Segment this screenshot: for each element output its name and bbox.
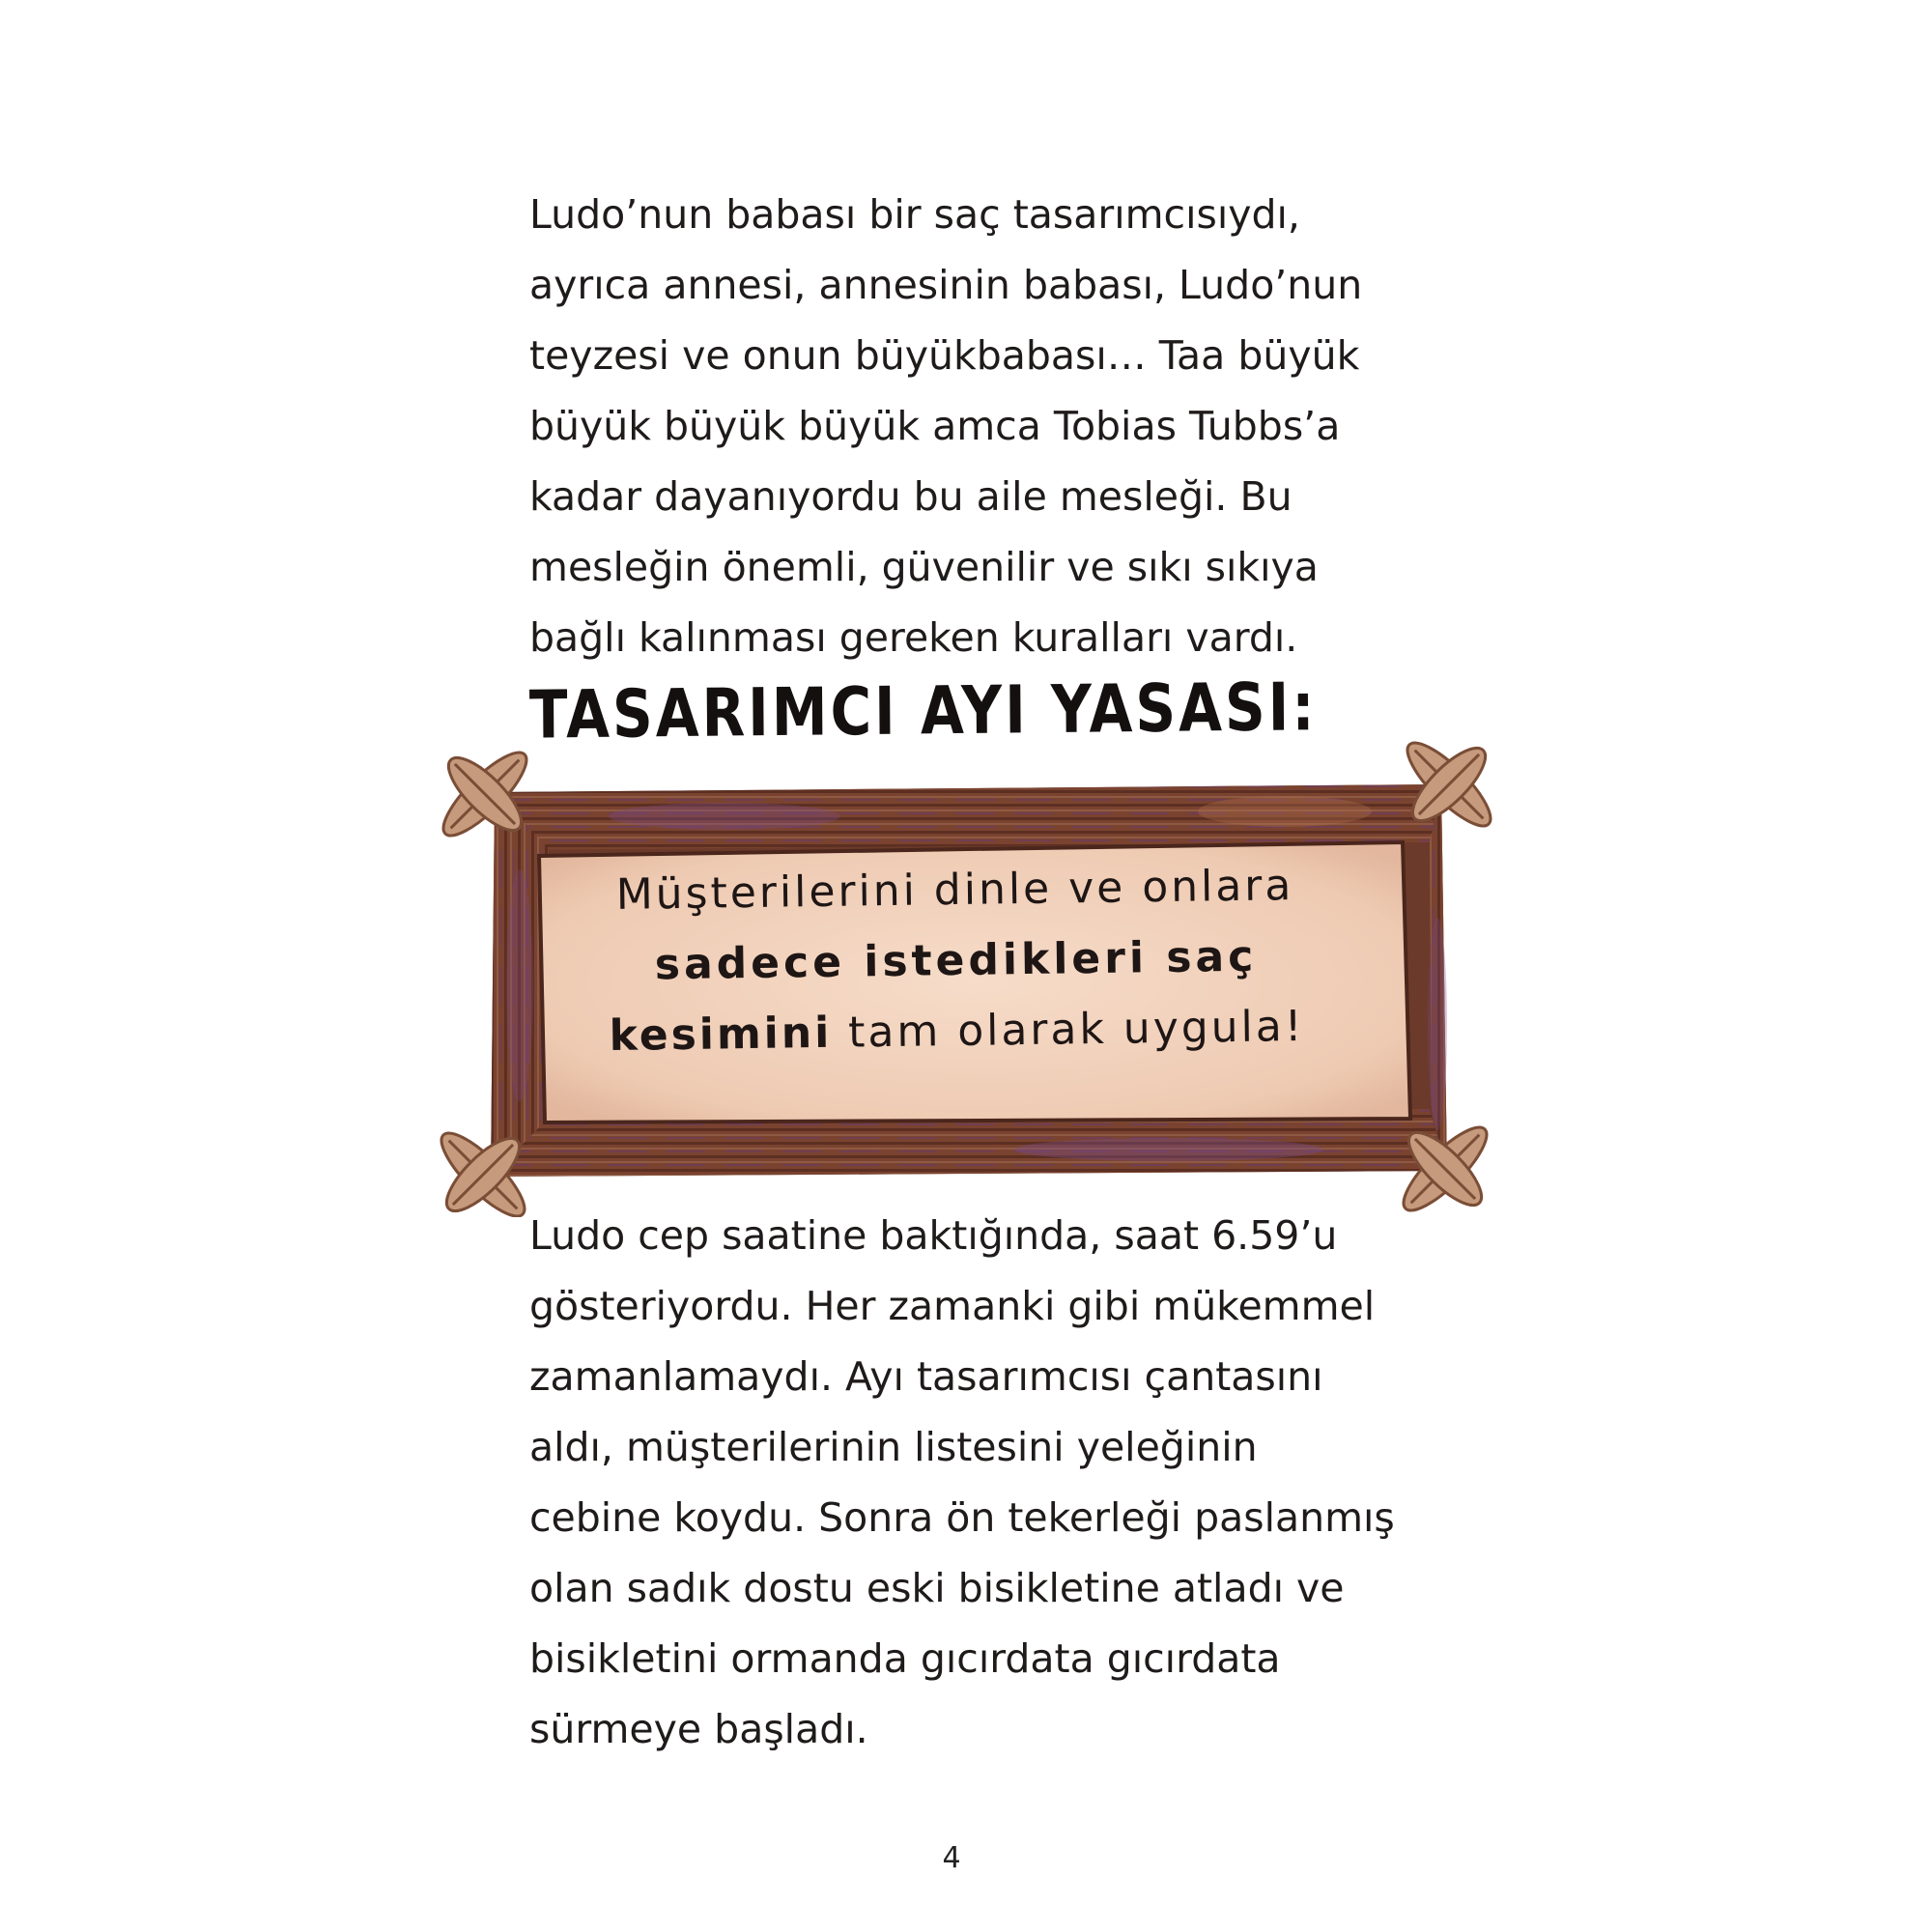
paragraph-1-line: bağlı kalınması gereken kuralları vardı. bbox=[529, 614, 1298, 661]
paragraph-2-line: cebine koydu. Sonra ön tekerleği paslanmış bbox=[529, 1494, 1395, 1541]
paragraph-2 bbox=[529, 1201, 1399, 1765]
paragraph-2-line: Ludo cep saatine baktığında, saat 6.59’u bbox=[529, 1212, 1338, 1259]
paragraph-1 bbox=[529, 180, 1399, 673]
paragraph-2-line: aldı, müşterilerinin listesini yeleğinin bbox=[529, 1424, 1258, 1470]
sign-line-3 bbox=[536, 990, 1378, 1072]
sign-line-3-bold: kesimini bbox=[609, 1008, 833, 1062]
paragraph-2-line: bisikletini ormanda gıcırdata gıcırdata bbox=[529, 1635, 1281, 1682]
paragraph-1-line: kadar dayanıyordu bu aile mesleği. Bu bbox=[529, 473, 1293, 520]
sign-line-1: Müşterilerini dinle ve onlara bbox=[615, 861, 1294, 920]
sign-line-3-rest: tam olarak uygula! bbox=[831, 1001, 1305, 1058]
paragraph-2-line: olan sadık dostu eski bisikletine atladı ve bbox=[529, 1565, 1345, 1611]
page-number: 4 bbox=[942, 1841, 961, 1875]
paragraph-2-line: zamanlamaydı. Ayı tasarımcısı çantasını bbox=[529, 1353, 1323, 1400]
paragraph-1-line: büyük büyük büyük amca Tobias Tubbs’a bbox=[529, 403, 1341, 449]
paragraph-1-line: Ludo’nun babası bir saç tasarımcısıydı, bbox=[529, 191, 1300, 238]
law-heading: TASARIMCI AYI YASASI: bbox=[528, 668, 1318, 754]
paragraph-2-line: sürmeye başladı. bbox=[529, 1706, 868, 1752]
paragraph-1-line: teyzesi ve onun büyükbabası… Taa büyük bbox=[529, 332, 1360, 379]
sign-line-2: sadece istedikleri saç bbox=[654, 931, 1258, 990]
paragraph-1-line: ayrıca annesi, annesinin babası, Ludo’nun bbox=[529, 262, 1363, 308]
paragraph-1-line: mesleğin önemli, güvenilir ve sıkı sıkıya bbox=[529, 544, 1319, 590]
paragraph-2-line: gösteriyordu. Her zamanki gibi mükemmel bbox=[529, 1283, 1376, 1329]
sign-rule-text bbox=[534, 849, 1378, 1136]
